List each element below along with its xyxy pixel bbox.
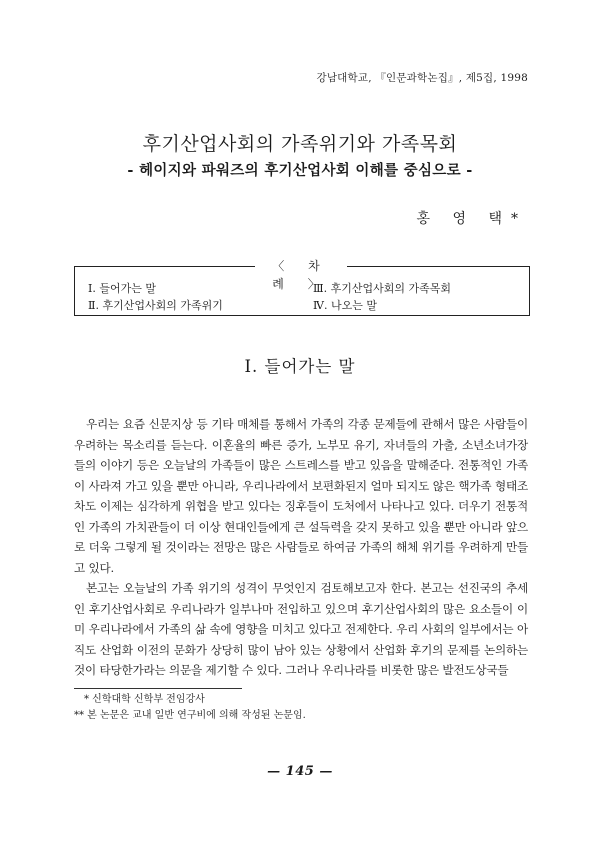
section-heading: Ⅰ. 들어가는 말: [244, 357, 356, 376]
toc-item: Ⅳ. 나오는 말: [313, 299, 377, 312]
body-paragraph: 본고는 오늘날의 가족 위기의 성격이 무엇인지 검토해보고자 한다. 본고는 선진국의 추세인 후기산업사회로 우리나라가 일부나마 전입하고 있으며 후기산업사회의 많은 요소들이 이미 우리나라에서 가족의 삶 속에 영향을 미치고 있다고 전제한다. 우리 사회의 일부에서는 아직도 산업화 이전의 문화가 상당히 많이 남아 있는 상황에서 산업화 후기의 문제를 논의하는 것이 타당한가라는 의문을 제기할 수 있다. 그러나 우리나라를 비롯한 많은 발전도상국들: [74, 581, 528, 677]
footnote-author: * 신학대학 신학부 전임강사: [84, 694, 205, 705]
footnote-funding: ** 본 논문은 교내 일반 연구비에 의해 작성된 논문임.: [74, 710, 306, 721]
toc-item: Ⅱ. 후기산업사회의 가족위기: [88, 299, 223, 312]
footnote-divider: [74, 688, 242, 689]
body-paragraph: 우리는 요즘 신문지상 등 기타 매체를 통해서 가족의 각종 문제들에 관해서 많은 사람들이 우려하는 목소리를 듣는다. 이혼율의 빠른 증가, 노부모 유기, 자녀들의 가출, 소년소녀가장들의 이야기 등은 오늘날의 가족들이 많은 스트레스를 받고 있음을 말해준다. 전통적인 가족이 사라져 가고 있을 뿐만 아니라, 우리나라에서 보편화된지 얼마 되지도 않은 핵가족 형태조차도 이제는 심각하게 위협을 받고 있다는 징후들이 도처에서 나타나고 있다. 더우기 전통적인 가족의 가치관들이 더 이상 현대인들에게 큰 설득력을 갖지 못하고 있을 뿐만 아니라 앞으로 더욱 그렇게 될 것이라는 전망은 많은 사람들로 하여금 가족의 해체 위기를 우려하게 만들고 있다.: [74, 417, 528, 575]
toc-heading: 〈 차 례 〉: [255, 257, 347, 275]
author-name: 홍 영 택*: [416, 211, 527, 227]
body-text: [74, 414, 528, 681]
journal-citation: 강남대학교, 『인문과학논집』, 제5집, 1998: [316, 72, 528, 84]
article-title: 후기산업사회의 가족위기와 가족목회: [142, 133, 458, 155]
footnotes: [74, 692, 528, 724]
article-subtitle: - 헤이지와 파워즈의 후기산업사회 이해를 중심으로 -: [127, 162, 473, 179]
page-number: — 145 —: [267, 764, 333, 779]
toc-item: Ⅲ. 후기산업사회의 가족목회: [313, 282, 451, 295]
toc-item: Ⅰ. 들어가는 말: [88, 282, 156, 295]
